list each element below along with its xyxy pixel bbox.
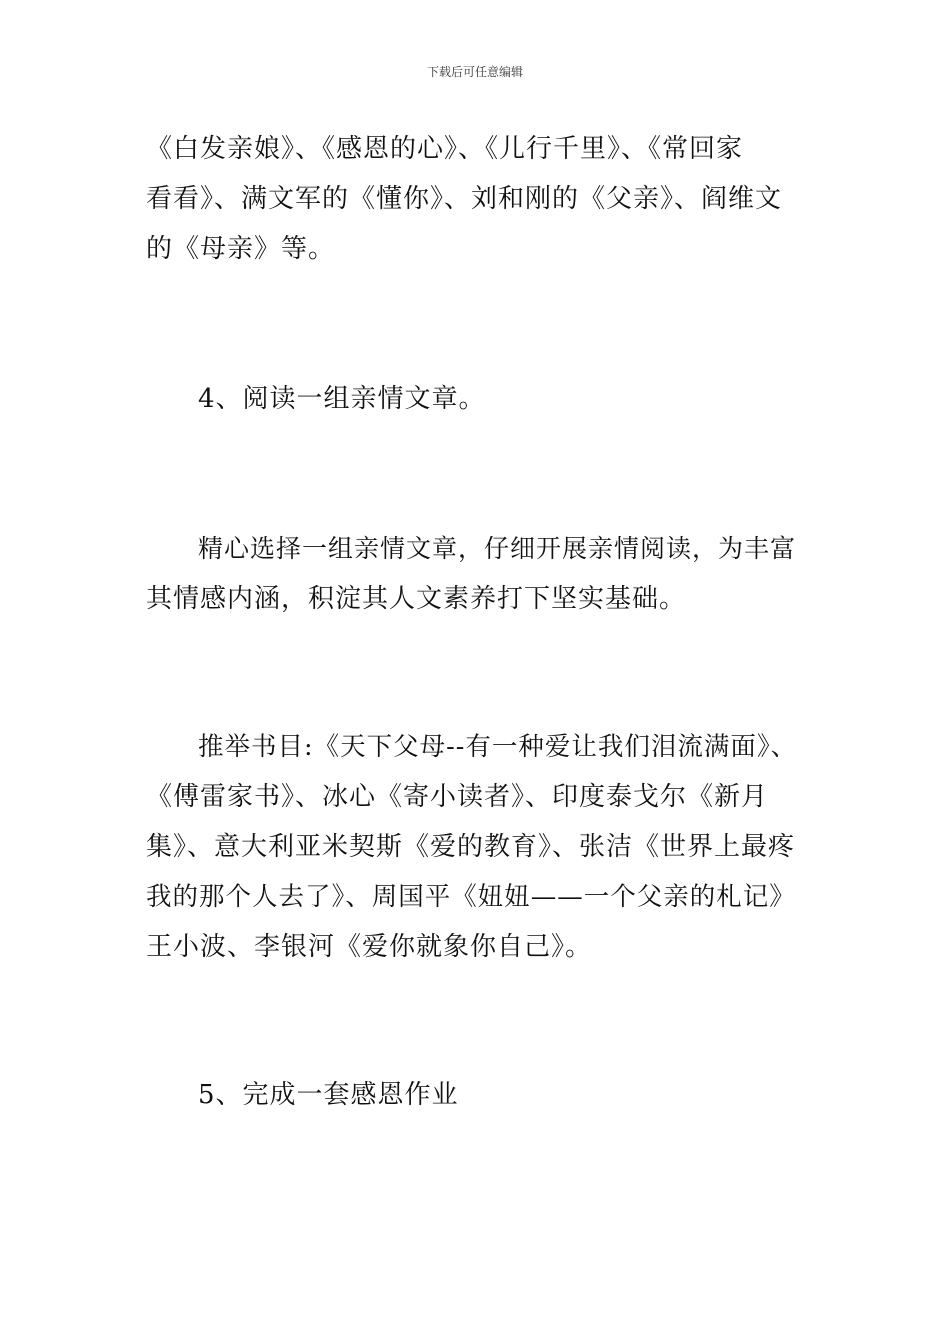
- section-heading-5: [146, 1070, 806, 1120]
- text-line: 4、阅读一组亲情文章。: [198, 384, 486, 414]
- text-line: 其情感内涵，积淀其人文素养打下坚实基础。: [146, 584, 687, 614]
- paragraph-song-list: [146, 124, 806, 274]
- text-line: 推举书目:《天下父母--有一种爱让我们泪流满面》、: [198, 732, 798, 762]
- paragraph-recommended-books: [146, 722, 806, 972]
- text-line: 集》、意大利亚米契斯《爱的教育》、张洁《世界上最疼: [146, 832, 796, 862]
- text-line: 我的那个人去了》、周国平《妞妞——一个父亲的札记》: [146, 882, 796, 912]
- section-heading-4: [146, 374, 806, 424]
- text-line: 5、完成一套感恩作业: [198, 1080, 459, 1110]
- text-line: 《傅雷家书》、冰心《寄小读者》、印度泰戈尔《新月: [146, 782, 769, 812]
- text-line: 精心选择一组亲情文章，仔细开展亲情阅读，为丰富: [198, 534, 797, 563]
- paragraph-reading-intro: [146, 524, 806, 624]
- text-line: 看看》、满文军的《懂你》、刘和刚的《父亲》、阎维文: [146, 184, 783, 214]
- page-header-note: 下载后可任意编辑: [426, 65, 523, 79]
- text-line: 《白发亲娘》、《感恩的心》、《儿行千里》、《常回家: [146, 134, 744, 164]
- text-line: 王小波、李银河《爱你就象你自己》。: [146, 932, 593, 962]
- text-line: 的《母亲》等。: [146, 234, 336, 264]
